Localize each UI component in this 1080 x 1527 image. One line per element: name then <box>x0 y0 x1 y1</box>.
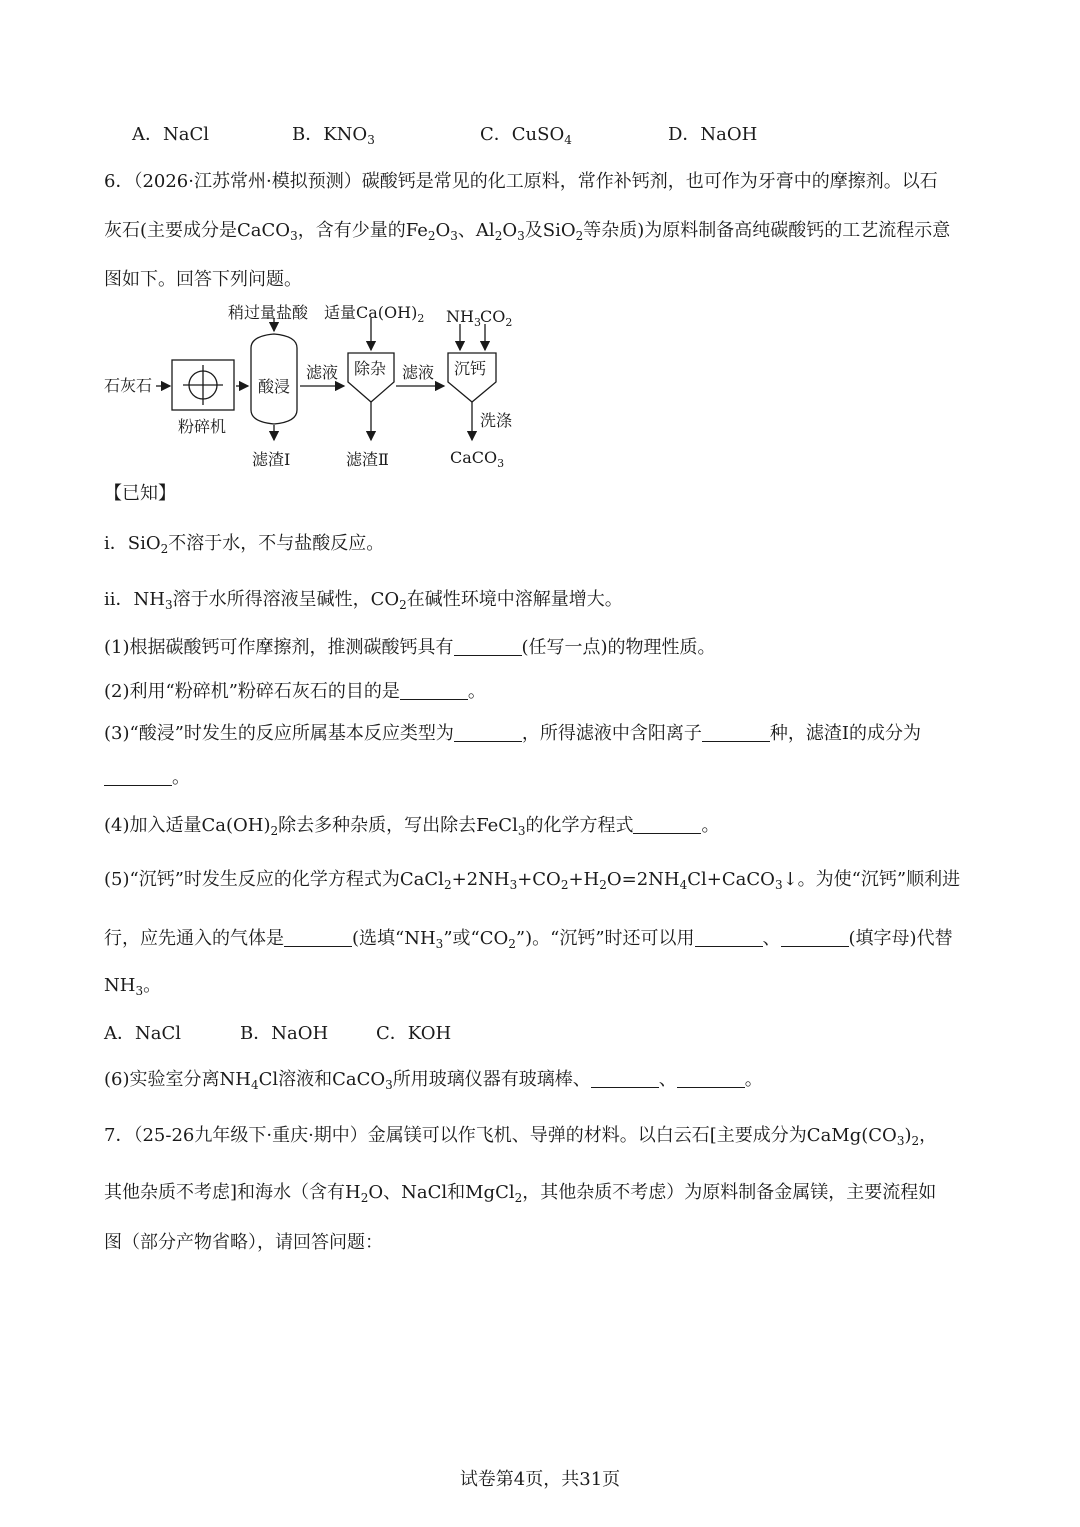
text-segment: 的化学方程式 <box>525 815 634 836</box>
text-segment: 及SiO <box>524 220 576 241</box>
text-segment: CaCO <box>450 448 498 467</box>
text-segment: A．NaCl <box>104 1023 182 1044</box>
label-purify: 除杂 <box>354 359 387 378</box>
text-segment: C．KOH <box>376 1023 452 1044</box>
text-segment: CO <box>480 307 506 326</box>
label-caoh <box>324 303 424 325</box>
known-i <box>104 532 384 556</box>
label-nh3 <box>446 307 481 329</box>
label-product <box>450 448 504 470</box>
text-segment: 其他杂质不考虑]和海水（含有H <box>104 1182 361 1203</box>
text-segment: i．SiO <box>104 533 161 554</box>
answer-blank[interactable] <box>454 723 522 742</box>
answer-blank[interactable] <box>591 1069 659 1088</box>
text-segment: Cl+CaCO <box>687 869 775 890</box>
text-segment: NH <box>446 307 474 326</box>
text-segment: O、NaCl和MgCl <box>368 1182 515 1203</box>
label-co2 <box>480 307 512 329</box>
q5-option-b <box>292 120 375 146</box>
text-segment: 、Al <box>457 220 495 241</box>
text-segment: 。 <box>701 815 720 836</box>
q5-option-a <box>132 120 209 146</box>
subscript: 2 <box>560 878 569 892</box>
text-segment: 。 <box>172 767 190 788</box>
answer-blank[interactable] <box>781 928 849 947</box>
text-segment: ii．NH <box>104 589 165 610</box>
label-acid-leach: 酸浸 <box>258 377 291 396</box>
subscript: 2 <box>599 878 607 892</box>
q5-option-d <box>668 120 757 146</box>
text-segment: O <box>502 220 518 241</box>
text-segment: D．NaOH <box>668 124 758 145</box>
text-segment: (4)加入适量Ca(OH) <box>104 815 271 836</box>
text-segment: +CO <box>517 869 561 890</box>
answer-blank[interactable] <box>400 681 468 700</box>
answer-blank[interactable] <box>677 1069 745 1088</box>
subscript: 3 <box>450 229 458 243</box>
text-segment: (1)根据碳酸钙可作摩擦剂，推测碳酸钙具有 <box>104 637 454 658</box>
q6-part2 <box>104 680 486 704</box>
subscript: 3 <box>517 824 526 838</box>
text-segment: ，其他杂质不考虑）为原料制备金属镁，主要流程如 <box>522 1182 937 1203</box>
answer-blank[interactable] <box>454 637 522 656</box>
subscript: 3 <box>774 878 783 892</box>
q6-stem-line3 <box>104 268 302 292</box>
text-segment: +2NH <box>451 869 510 890</box>
label-filtrate2: 滤液 <box>402 363 435 382</box>
text-segment: Cl溶液和CaCO <box>258 1069 386 1090</box>
q6-part5-line2 <box>104 927 953 951</box>
text-segment: (5)“沉钙”时发生反应的化学方程式为CaCl <box>104 869 444 890</box>
text-segment: 灰石(主要成分是CaCO <box>104 220 291 241</box>
text-segment: 【已知】 <box>104 483 176 504</box>
answer-blank[interactable] <box>104 767 172 786</box>
q7-stem-line3 <box>104 1231 383 1255</box>
subscript: 2 <box>360 1191 369 1205</box>
text-segment: (任写一点)的物理性质。 <box>521 637 716 658</box>
text-segment: 2 <box>417 312 425 325</box>
text-segment: 3 <box>497 457 505 470</box>
text-segment: ， <box>919 1125 938 1146</box>
text-segment: ”)。“沉钙”时还可以用 <box>515 928 695 949</box>
subscript: 2 <box>399 598 407 612</box>
text-segment: 图如下。回答下列问题。 <box>104 269 302 290</box>
subscript: 4 <box>564 133 572 147</box>
text-segment: 7．（25-26九年级下·重庆·期中）金属镁可以作飞机、导弹的材料。以白云石[主要成分为CaMg(CO <box>104 1125 897 1146</box>
text-segment: 行，应先通入的气体是 <box>104 928 284 949</box>
text-segment: ，含有少量的Fe <box>297 220 428 241</box>
label-wash: 洗涤 <box>480 411 513 430</box>
subscript: 4 <box>679 878 688 892</box>
text-segment: 6．（2026·江苏常州·模拟预测）碳酸钙是常见的化工原料，常作补钙剂，也可作为牙膏中的摩擦剂。以石 <box>104 171 938 192</box>
q6-option-c <box>376 1019 451 1045</box>
subscript: 2 <box>508 937 516 951</box>
label-limestone: 石灰石 <box>104 376 153 395</box>
subscript: 3 <box>290 229 298 243</box>
subscript: 2 <box>270 824 279 838</box>
text-segment: 除去多种杂质，写出除去FeCl <box>278 815 518 836</box>
text-segment: (填字母)代替 <box>848 928 953 949</box>
text-segment: 不溶于水，不与盐酸反应。 <box>168 533 385 554</box>
text-segment: O <box>435 220 451 241</box>
known-title <box>104 482 176 506</box>
subscript: 2 <box>575 229 584 243</box>
subscript: 2 <box>443 878 452 892</box>
q6-part5 <box>104 868 960 892</box>
text-segment: ，所得滤液中含阳离子 <box>521 723 702 744</box>
subscript: 3 <box>517 229 525 243</box>
subscript: 2 <box>160 542 169 556</box>
subscript: 3 <box>164 598 173 612</box>
subscript: 3 <box>135 984 144 998</box>
answer-blank[interactable] <box>702 723 770 742</box>
text-segment: NH <box>104 975 136 996</box>
q5-option-c <box>480 120 572 146</box>
text-segment: +H <box>568 869 600 890</box>
text-segment: 、 <box>762 928 781 949</box>
subscript: 4 <box>250 1078 259 1092</box>
subscript: 3 <box>385 1078 393 1092</box>
label-filtrate1: 滤液 <box>306 363 339 382</box>
text-segment: 3 <box>473 316 481 329</box>
text-segment: 在碱性环境中溶解量增大。 <box>406 589 623 610</box>
text-segment: 所用玻璃仪器有玻璃棒、 <box>392 1069 591 1090</box>
text-segment: 图（部分产物省略），请回答问题： <box>104 1232 383 1253</box>
label-residue1: 滤渣Ⅰ <box>252 450 291 469</box>
known-ii <box>104 588 623 612</box>
text-segment: 。 <box>143 975 162 996</box>
answer-blank[interactable] <box>284 928 352 947</box>
label-crusher: 粉碎机 <box>178 417 227 436</box>
subscript: 3 <box>896 1134 905 1148</box>
q6-part4 <box>104 814 719 838</box>
text-segment: (选填“NH <box>352 928 436 949</box>
label-acid: 稍过量盐酸 <box>228 303 309 322</box>
text-segment: ↓。为使“沉钙”顺利进 <box>782 869 961 890</box>
page-footer: 试卷第4页，共31页 <box>459 1469 621 1490</box>
text-segment: O=2NH <box>606 869 680 890</box>
process-flow-diagram <box>100 298 540 478</box>
text-segment: A．NaCl <box>132 124 210 145</box>
subscript: 2 <box>427 229 436 243</box>
text-segment: 适量Ca(OH) <box>324 303 418 322</box>
subscript: 3 <box>435 937 444 951</box>
q7-stem-line2 <box>104 1181 936 1205</box>
q7-stem-line1 <box>104 1124 937 1148</box>
text-segment: ”或“CO <box>443 928 509 949</box>
text-segment: 2 <box>505 316 513 329</box>
text-segment: (6)实验室分离NH <box>104 1069 251 1090</box>
answer-blank[interactable] <box>695 928 763 947</box>
text-segment: 、 <box>658 1069 677 1090</box>
answer-blank[interactable] <box>633 815 701 834</box>
subscript: 3 <box>367 133 375 147</box>
subscript: 2 <box>911 1134 920 1148</box>
q6-option-a <box>104 1019 181 1045</box>
label-residue2: 滤渣Ⅱ <box>346 450 389 469</box>
subscript: 3 <box>509 878 518 892</box>
q6-part3-cont <box>104 766 190 790</box>
q6-stem-line1 <box>104 170 938 194</box>
text-segment: 。 <box>744 1069 763 1090</box>
text-segment: (3)“酸浸”时发生的反应所属基本反应类型为 <box>104 723 454 744</box>
q6-part6 <box>104 1068 763 1092</box>
q6-part1 <box>104 636 716 660</box>
q6-stem-line2 <box>104 219 950 243</box>
text-segment: 。 <box>467 681 486 702</box>
label-precip: 沉钙 <box>454 359 487 378</box>
q6-option-b <box>240 1019 328 1045</box>
text-segment: (2)利用“粉碎机”粉碎石灰石的目的是 <box>104 681 400 702</box>
text-segment: C．CuSO <box>480 124 565 145</box>
q6-part5-line3 <box>104 974 161 998</box>
text-segment: 等杂质)为原料制备高纯碳酸钙的工艺流程示意 <box>583 220 951 241</box>
subscript: 2 <box>514 1191 523 1205</box>
text-segment: B．NaOH <box>240 1023 329 1044</box>
text-segment: ) <box>904 1125 912 1146</box>
text-segment: B．KNO <box>292 124 368 145</box>
subscript: 2 <box>494 229 503 243</box>
text-segment: 种，滤渣Ⅰ的成分为 <box>769 723 922 744</box>
q6-part3 <box>104 722 921 746</box>
text-segment: 溶于水所得溶液呈碱性，CO <box>172 589 400 610</box>
